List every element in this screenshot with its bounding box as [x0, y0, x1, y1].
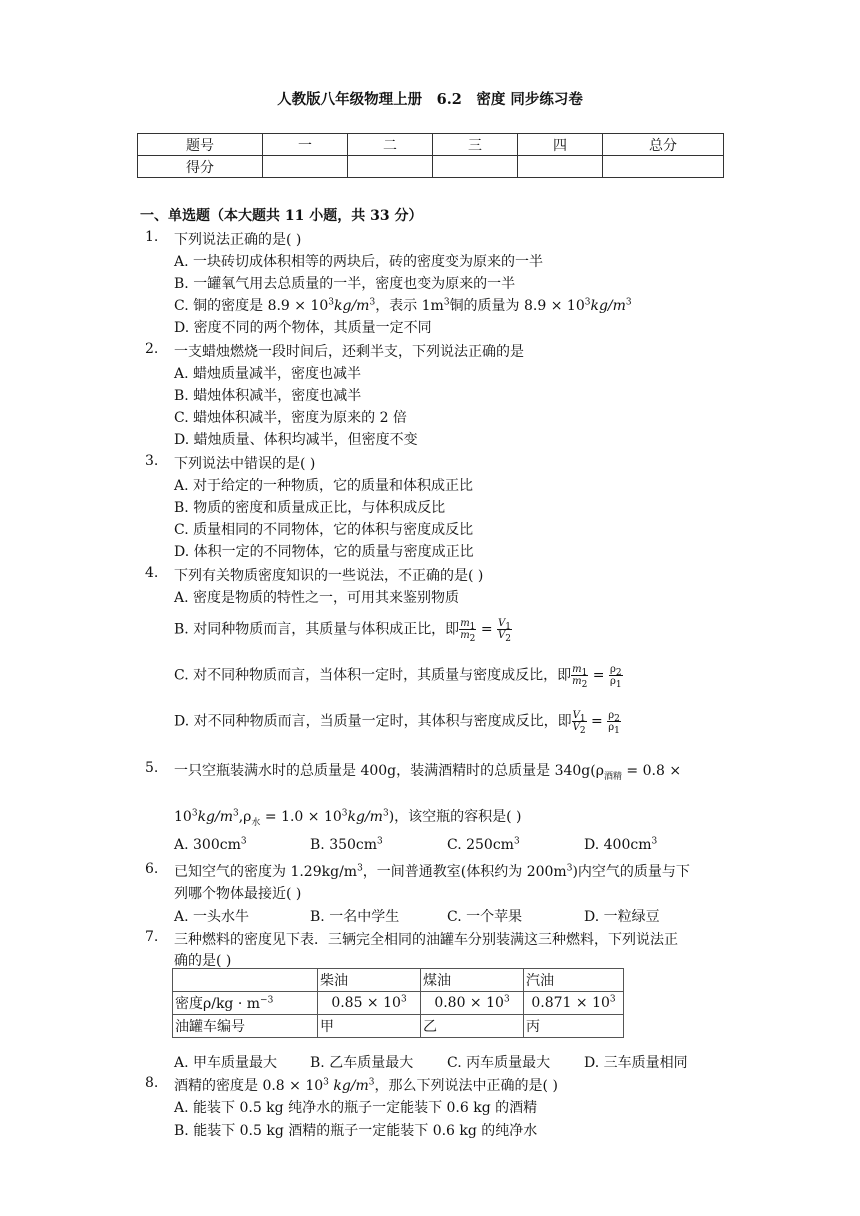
question-stem-cont: 列哪个物体最接近( ) — [174, 886, 302, 902]
option-text: D. 对不同种物质而言，当质量一定时，其体积与密度成反比，即 — [174, 713, 572, 730]
option-d[interactable]: D. 体积一定的不同物体，它的质量与密度成正比 — [174, 544, 474, 560]
table-cell — [173, 969, 318, 992]
table-row — [173, 969, 624, 992]
score-cell: 总分 — [603, 134, 724, 156]
question-stem: 一支蜡烛燃烧一段时间后，还剩半支，下列说法正确的是 — [174, 344, 524, 360]
stem-text: 已知空气的密度为 1.29kg/m — [174, 864, 358, 880]
option-text: C. 对不同种物质而言，当体积一定时，其质量与密度成反比，即 — [174, 667, 572, 684]
option-b[interactable]: B. 乙车质量最大 — [310, 1055, 414, 1071]
option-b[interactable]: B. 蜡烛体积减半，密度也减半 — [174, 388, 362, 404]
unit: kg/m — [590, 298, 626, 314]
option-d[interactable]: D. 一粒绿豆 — [584, 909, 660, 925]
table-cell: $0.80 \times 10^3$ — [421, 992, 524, 1015]
table-row — [173, 992, 624, 1015]
option-text: ，表示 1m — [375, 298, 444, 314]
cell-text: 0.85 × 10 — [331, 995, 401, 1011]
option-a[interactable]: A. 蜡烛质量减半，密度也减半 — [174, 366, 362, 382]
question-stem-cont: $10^3kg/m^3,\rho_水 = 1.0 \times 10^3kg/m^3$)，该空瓶的容积是( ) — [174, 808, 522, 828]
question-stem: 下列说法正确的是( ) — [174, 232, 302, 248]
option-b[interactable]: B. 一罐氧气用去总质量的一半，密度也变为原来的一半 — [174, 276, 516, 292]
stem-text: )，该空瓶的容积是( ) — [388, 809, 522, 825]
score-input-cell[interactable] — [263, 156, 348, 178]
option-a[interactable]: A. 甲车质量最大 — [174, 1055, 278, 1071]
option-a[interactable]: A. 能装下 0.5 kg 纯净水的瓶子一定能装下 0.6 kg 的酒精 — [174, 1100, 538, 1116]
option-c[interactable]: C. $250cm^3$ — [447, 836, 520, 853]
section-title: 一、单选题（本大题共 11 小题，共 33 分） — [140, 208, 423, 224]
stem-text: ,ρ — [238, 809, 252, 825]
stem-text: 酒精的密度是 0.8 × 10 — [174, 1078, 324, 1094]
fraction: $\frac{V_1}{V_2}$ — [572, 710, 586, 736]
question-number: 5. — [145, 760, 159, 776]
stem-text: = 0.8 × — [621, 763, 682, 779]
question-stem — [174, 760, 681, 780]
stem-text: = 1.0 × 10 — [260, 809, 342, 825]
option-d[interactable]: D. 蜡烛质量、体积均减半，但密度不变 — [174, 432, 418, 448]
table-cell: 密度$\rho/kg \cdot m^{-3}$ — [173, 992, 318, 1015]
unit: kg/m — [197, 809, 233, 825]
question-number: 8. — [145, 1075, 159, 1091]
option-b[interactable]: B. 物质的密度和质量成正比，与体积成反比 — [174, 500, 446, 516]
fraction: $\frac{m_1}{m_2}$ — [460, 618, 476, 644]
fraction: $\frac{V_1}{V_2}$ — [498, 618, 512, 644]
question-stem: 酒精的密度是 $0.8 \times 10^3$ $kg/m^3$，那么下列说法中正确的是( ) — [174, 1077, 558, 1094]
score-value-row — [138, 156, 724, 178]
option-text: B. 对同种物质而言，其质量与体积成正比，即 — [174, 621, 460, 638]
table-cell: 乙 — [421, 1015, 524, 1038]
option-b[interactable]: B. 对同种物质而言，其质量与体积成正比，即 $\frac{m_1}{m_2}$ = $\frac{V_1}{V_2}$ — [174, 618, 512, 644]
option-c[interactable]: C. 一个苹果 — [447, 909, 523, 925]
option-d[interactable]: D. 对不同种物质而言，当质量一定时，其体积与密度成反比，即 $\frac{V_1}{V_2}$ = $\frac{\rho_2}{\rho_1}$ — [174, 710, 620, 736]
stem-text: ，一间普通教室(体积约为 200m — [362, 864, 567, 880]
option-b[interactable]: B. 能装下 0.5 kg 酒精的瓶子一定能装下 0.6 kg 的纯净水 — [174, 1123, 538, 1139]
table-row — [173, 1015, 624, 1038]
option-a[interactable]: A. 对于给定的一种物质，它的质量和体积成正比 — [174, 478, 474, 494]
cell-text: 0.80 × 10 — [434, 995, 504, 1011]
question-stem: 下列有关物质密度知识的一些说法，不正确的是( ) — [174, 568, 484, 584]
unit: kg/m — [334, 298, 370, 314]
score-header-row — [138, 134, 724, 156]
fraction: $\frac{\rho_2}{\rho_1}$ — [609, 664, 622, 690]
score-input-cell[interactable] — [518, 156, 603, 178]
option-c[interactable]: C. 丙车质量最大 — [447, 1055, 551, 1071]
option-b[interactable]: B. 一名中学生 — [310, 909, 400, 925]
question-number: 4. — [145, 565, 159, 581]
score-input-cell[interactable] — [433, 156, 518, 178]
option-a[interactable]: A. 一头水牛 — [174, 909, 250, 925]
question-number: 7. — [145, 929, 159, 945]
option-text: B. 350cm — [310, 837, 378, 853]
score-cell: 得分 — [138, 156, 263, 178]
question-stem: 已知空气的密度为 $1.29kg/m^3$，一间普通教室(体积约为 $200m^3$)内空气的质量与下 — [174, 863, 690, 880]
table-cell: $0.871 \times 10^3$ — [524, 992, 624, 1015]
cell-text: 密度ρ/kg · m — [175, 996, 261, 1012]
stem-text: 10 — [174, 809, 192, 825]
fuel-density-table — [172, 968, 624, 1038]
question-number: 3. — [145, 453, 159, 469]
question-number: 2. — [145, 341, 159, 357]
option-a[interactable]: A. 一块砖切成体积相等的两块后，砖的密度变为原来的一半 — [174, 254, 544, 270]
question-number: 6. — [145, 861, 159, 877]
table-cell: 柴油 — [318, 969, 421, 992]
question-stem: 下列说法中错误的是( ) — [174, 456, 316, 472]
cell-text: 0.871 × 10 — [531, 995, 610, 1011]
score-cell: 三 — [433, 134, 518, 156]
question-number: 1. — [145, 229, 159, 245]
table-cell: $0.85 \times 10^3$ — [318, 992, 421, 1015]
option-text: C. 铜的密度是 8.9 × 10 — [174, 298, 329, 314]
score-input-cell[interactable] — [348, 156, 433, 178]
fraction: $\frac{m_1}{m_2}$ — [572, 664, 588, 690]
option-text: D. 400cm — [584, 837, 652, 853]
option-text: 铜的质量为 8.9 × 10 — [449, 298, 585, 314]
score-cell: 二 — [348, 134, 433, 156]
table-cell: 甲 — [318, 1015, 421, 1038]
table-cell: 汽油 — [524, 969, 624, 992]
option-c[interactable]: C. 铜的密度是 $8.9 \times 10^3kg/m^3$，表示 $1m^3$铜的质量为 $8.9 \times 10^3kg/m^3$ — [174, 297, 632, 314]
option-c[interactable]: C. 质量相同的不同物体，它的体积与密度成反比 — [174, 522, 474, 538]
stem-text: ，那么下列说法中正确的是( ) — [374, 1078, 558, 1094]
score-table — [137, 133, 724, 178]
table-cell: 丙 — [524, 1015, 624, 1038]
table-cell: 煤油 — [421, 969, 524, 992]
page-title: 人教版八年级物理上册 6.2 密度 同步练习卷 — [277, 91, 583, 108]
table-cell: 油罐车编号 — [173, 1015, 318, 1038]
score-cell: 四 — [518, 134, 603, 156]
fraction: $\frac{\rho_2}{\rho_1}$ — [608, 710, 620, 736]
option-text: A. 300cm — [174, 837, 241, 853]
option-c[interactable]: C. 蜡烛体积减半，密度为原来的 2 倍 — [174, 410, 407, 426]
score-input-cell[interactable] — [603, 156, 724, 178]
option-a[interactable]: A. $300cm^3$ — [174, 836, 247, 853]
option-c[interactable]: C. 对不同种物质而言，当体积一定时，其质量与密度成反比，即 $\frac{m_1}{m_2}$ = $\frac{\rho_2}{\rho_1}$ — [174, 664, 622, 690]
option-d[interactable]: D. $400cm^3$ — [584, 836, 658, 853]
option-text: C. 250cm — [447, 837, 514, 853]
option-b[interactable]: B. $350cm^3$ — [310, 836, 383, 853]
question-stem-cont: 确的是( ) — [174, 953, 232, 969]
score-cell: 题号 — [138, 134, 263, 156]
subscript: 酒精 — [603, 771, 622, 782]
stem-text: 一只空瓶装满水时的总质量是 400g，装满酒精时的总质量是 340g(ρ — [174, 763, 604, 779]
question-stem: 三种燃料的密度见下表．三辆完全相同的油罐车分别装满这三种燃料，下列说法正 — [174, 932, 678, 948]
option-d[interactable]: D. 密度不同的两个物体，其质量一定不同 — [174, 320, 432, 336]
option-d[interactable]: D. 三车质量相同 — [584, 1055, 688, 1071]
unit: kg/m — [347, 809, 383, 825]
option-a[interactable]: A. 密度是物质的特性之一，可用其来鉴别物质 — [174, 590, 460, 606]
subscript: 水 — [251, 817, 261, 828]
stem-text: )内空气的质量与下 — [572, 864, 690, 880]
score-cell: 一 — [263, 134, 348, 156]
unit: kg/m — [328, 1078, 369, 1094]
